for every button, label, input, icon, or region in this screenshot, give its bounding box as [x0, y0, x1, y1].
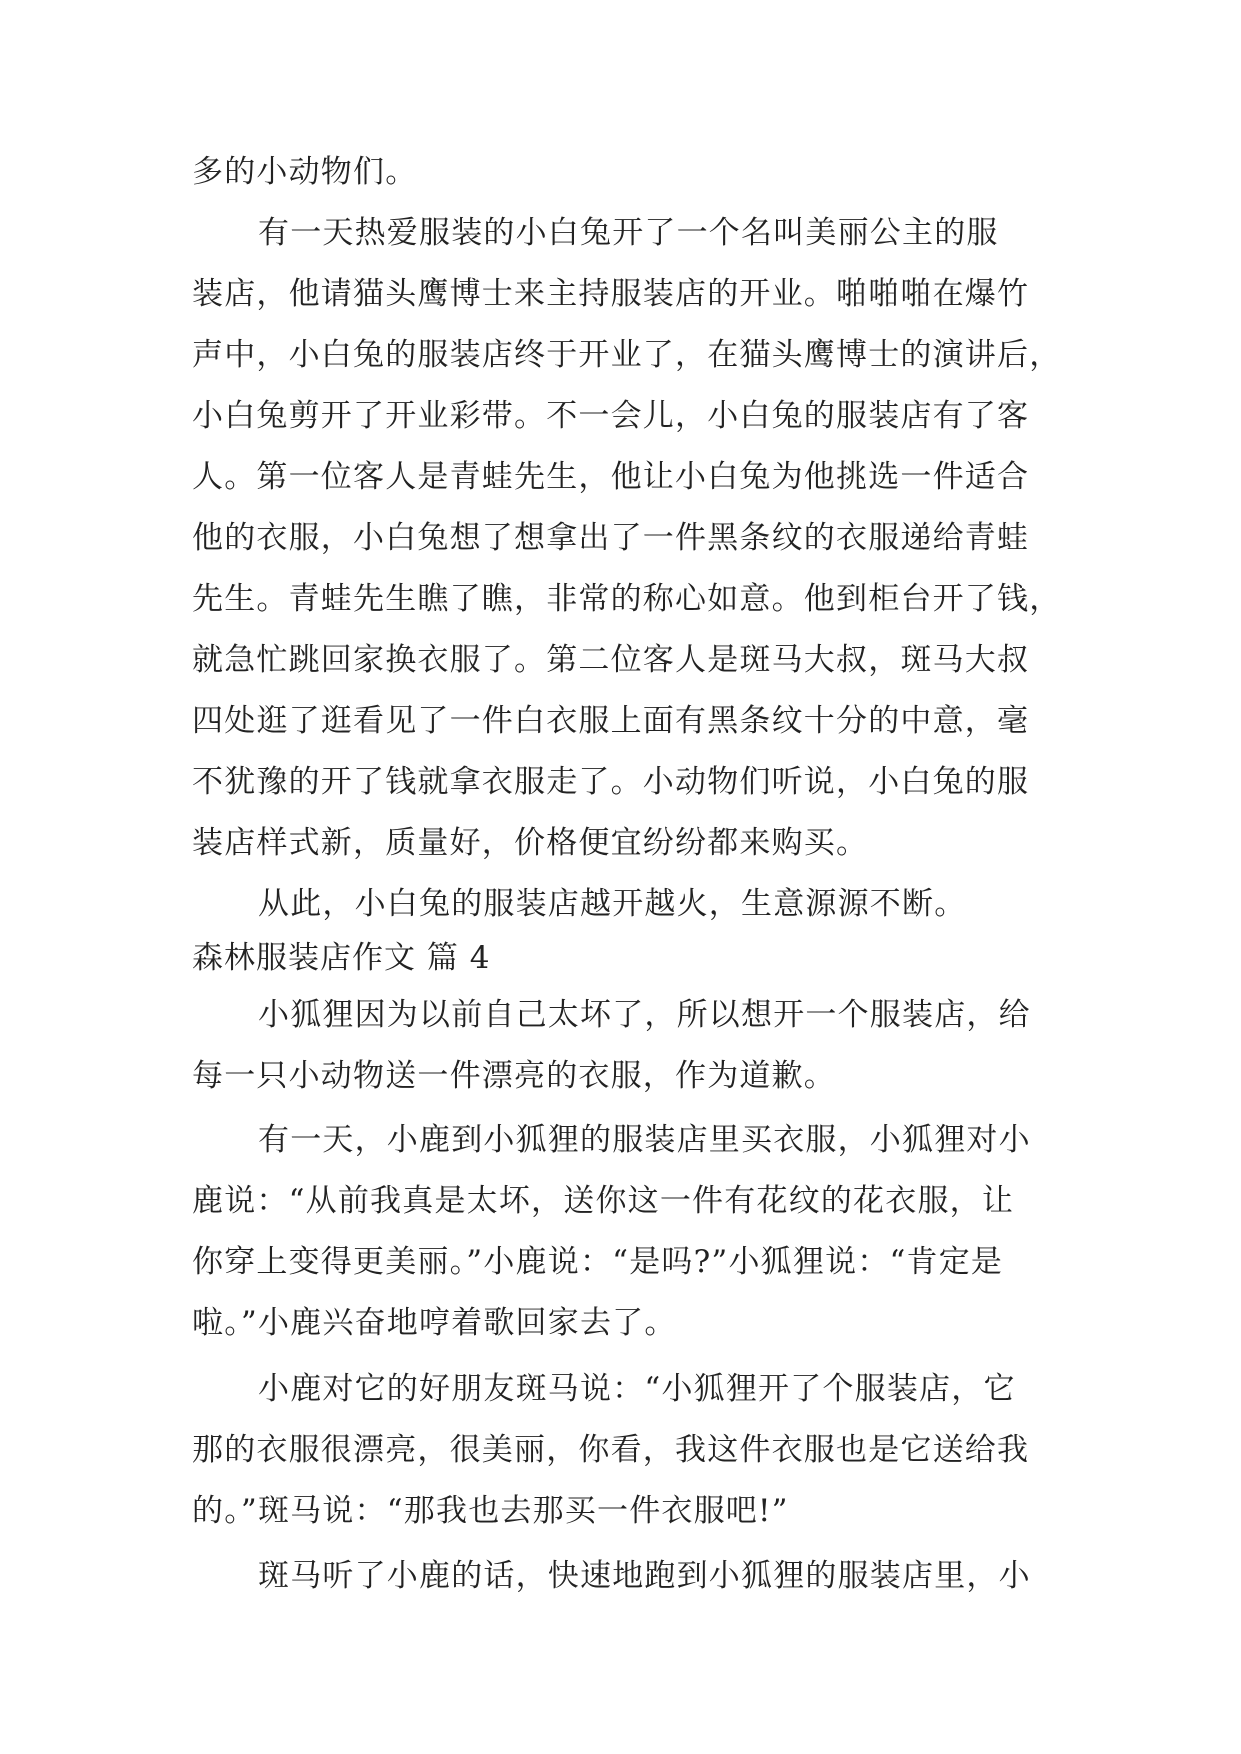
text-line: 那的衣服很漂亮，很美丽，你看，我这件衣服也是它送给我	[192, 1432, 1030, 1468]
text-line: 不犹豫的开了钱就拿衣服走了。小动物们听说，小白兔的服	[192, 764, 1030, 800]
text-line: 装店样式新，质量好，价格便宜纷纷都来购买。	[192, 825, 869, 861]
text-line: 啦。”小鹿兴奋地哼着歌回家去了。	[192, 1305, 677, 1341]
paragraph-first-line: 有一天，小鹿到小狐狸的服装店里买衣服，小狐狸对小	[258, 1122, 1031, 1158]
text-line: 每一只小动物送一件漂亮的衣服，作为道歉。	[192, 1058, 836, 1094]
paragraph-first-line: 小狐狸因为以前自己太坏了，所以想开一个服装店，给	[258, 997, 1031, 1033]
text-line: 他的衣服，小白兔想了想拿出了一件黑条纹的衣服递给青蛙	[192, 520, 1030, 556]
text-line: 人。第一位客人是青蛙先生，他让小白兔为他挑选一件适合	[192, 459, 1030, 495]
text-line: 的。”斑马说：“那我也去那买一件衣服吧!”	[192, 1493, 789, 1529]
text-line: 你穿上变得更美丽。”小鹿说：“是吗?”小狐狸说：“肯定是	[192, 1244, 1004, 1280]
text-line: 鹿说：“从前我真是太坏，送你这一件有花纹的花衣服，让	[192, 1183, 1015, 1219]
paragraph-first-line: 从此，小白兔的服装店越开越火，生意源源不断。	[258, 886, 967, 922]
text-line: 四处逛了逛看见了一件白衣服上面有黑条纹十分的中意，毫	[192, 703, 1030, 739]
text-line: 多的小动物们。	[192, 154, 418, 190]
paragraph-first-line: 有一天热爱服装的小白兔开了一个名叫美丽公主的服	[258, 215, 999, 251]
text-line: 声中，小白兔的服装店终于开业了，在猫头鹰博士的演讲后，	[192, 337, 1062, 373]
paragraph-first-line: 斑马听了小鹿的话，快速地跑到小狐狸的服装店里，小	[258, 1558, 1031, 1594]
text-line: 小白兔剪开了开业彩带。不一会儿，小白兔的服装店有了客	[192, 398, 1030, 434]
text-line: 装店，他请猫头鹰博士来主持服装店的开业。啪啪啪在爆竹	[192, 276, 1030, 312]
section-heading: 森林服装店作文 篇 4	[192, 940, 491, 976]
text-line: 就急忙跳回家换衣服了。第二位客人是斑马大叔，斑马大叔	[192, 642, 1030, 678]
paragraph-first-line: 小鹿对它的好朋友斑马说：“小狐狸开了个服装店，它	[258, 1371, 1016, 1407]
text-line: 先生。青蛙先生瞧了瞧，非常的称心如意。他到柜台开了钱，	[192, 581, 1062, 617]
